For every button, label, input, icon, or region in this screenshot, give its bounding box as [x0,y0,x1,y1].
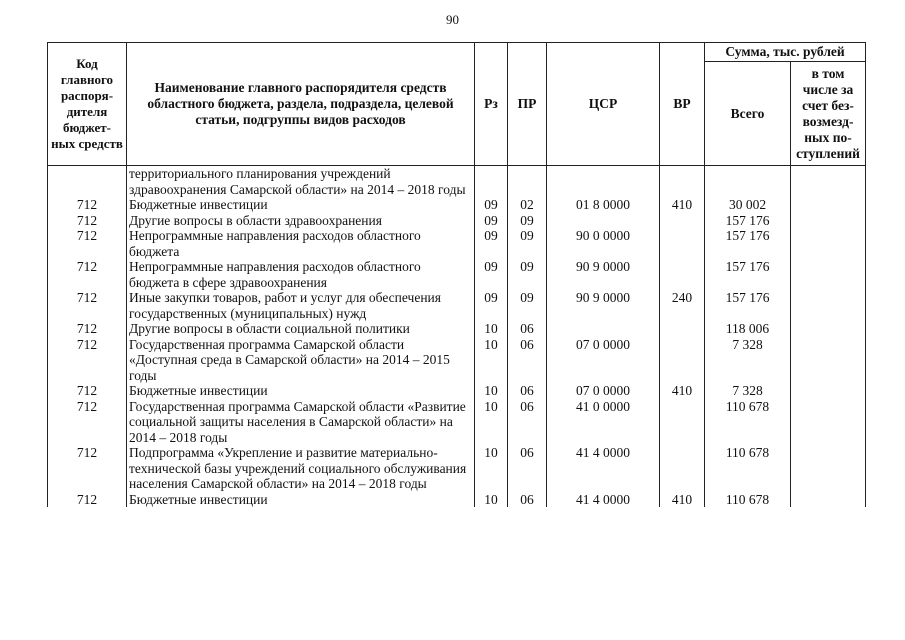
table-row [48,399,866,446]
cell-vr [660,259,705,290]
cell-vr [660,166,705,198]
table-row [48,259,866,290]
cell-name: Бюджетные инвестиции [127,383,475,399]
cell-code: 712 [48,228,127,259]
cell-rz: 09 [475,290,508,321]
cell-rz [475,166,508,198]
table-row [48,383,866,399]
cell-code: 712 [48,197,127,213]
cell-total: 157 176 [705,259,791,290]
cell-vr: 410 [660,383,705,399]
cell-pr: 06 [508,337,547,384]
table-row [48,492,866,508]
cell-csr: 07 0 0000 [547,337,660,384]
cell-including [791,321,866,337]
cell-csr [547,321,660,337]
budget-table [47,42,866,507]
cell-rz: 10 [475,492,508,508]
cell-code: 712 [48,492,127,508]
cell-pr: 09 [508,290,547,321]
cell-including [791,259,866,290]
cell-pr: 06 [508,445,547,492]
cell-including [791,197,866,213]
cell-name: Другие вопросы в области социальной политики [127,321,475,337]
cell-vr [660,337,705,384]
cell-rz: 10 [475,445,508,492]
cell-name: территориального планирования учреждений здравоохранения Самарской области» на 2014 – 2018 годы [127,166,475,198]
table-row [48,166,866,198]
cell-name: Непрограммные направления расходов областного бюджета [127,228,475,259]
cell-vr: 410 [660,492,705,508]
cell-pr [508,166,547,198]
cell-code: 712 [48,290,127,321]
cell-csr: 90 0 0000 [547,228,660,259]
cell-total [705,166,791,198]
cell-code: 712 [48,213,127,229]
cell-csr [547,213,660,229]
cell-including [791,213,866,229]
cell-including [791,166,866,198]
cell-pr: 02 [508,197,547,213]
cell-total: 118 006 [705,321,791,337]
cell-pr: 06 [508,321,547,337]
cell-csr: 01 8 0000 [547,197,660,213]
cell-rz: 10 [475,399,508,446]
cell-vr: 240 [660,290,705,321]
cell-name: Бюджетные инвестиции [127,197,475,213]
cell-code: 712 [48,445,127,492]
cell-total: 110 678 [705,399,791,446]
table-row [48,321,866,337]
table-row [48,213,866,229]
cell-rz: 10 [475,383,508,399]
cell-vr: 410 [660,197,705,213]
cell-including [791,399,866,446]
cell-vr [660,445,705,492]
header-csr: ЦСР [547,43,660,166]
table-body [48,166,866,508]
cell-rz: 09 [475,213,508,229]
cell-total: 7 328 [705,337,791,384]
cell-code [48,166,127,198]
cell-total: 157 176 [705,228,791,259]
cell-csr [547,166,660,198]
cell-total: 110 678 [705,445,791,492]
cell-code: 712 [48,259,127,290]
cell-csr: 41 4 0000 [547,445,660,492]
header-sum: Сумма, тыс. рублей [705,43,866,62]
cell-including [791,337,866,384]
header-name: Наименование главного распорядителя средств областного бюджета, раздела, подраздела, целевой статьи, подгруппы видов расходов [127,43,475,166]
cell-name: Государственная программа Самарской области «Развитие социальной защиты населения в Самарской области» на 2014 – 2018 годы [127,399,475,446]
cell-including [791,445,866,492]
cell-pr: 06 [508,492,547,508]
cell-total: 157 176 [705,213,791,229]
cell-vr [660,213,705,229]
cell-including [791,290,866,321]
cell-including [791,228,866,259]
table-row [48,290,866,321]
cell-csr: 41 0 0000 [547,399,660,446]
cell-code: 712 [48,321,127,337]
cell-code: 712 [48,337,127,384]
cell-vr [660,321,705,337]
cell-total: 157 176 [705,290,791,321]
cell-code: 712 [48,383,127,399]
cell-csr: 90 9 0000 [547,290,660,321]
cell-pr: 06 [508,383,547,399]
cell-name: Подпрограмма «Укрепление и развитие материально-технической базы учреждений социального обслуживания населения Самарской области» на 2014 – 2018 годы [127,445,475,492]
cell-pr: 09 [508,213,547,229]
cell-including [791,383,866,399]
cell-code: 712 [48,399,127,446]
cell-pr: 09 [508,228,547,259]
cell-name: Непрограммные направления расходов областного бюджета в сфере здравоохранения [127,259,475,290]
cell-rz: 09 [475,228,508,259]
table-row [48,445,866,492]
cell-csr: 90 9 0000 [547,259,660,290]
cell-vr [660,228,705,259]
header-code: Код главного распоря- дителя бюджет- ных средств [48,43,127,166]
page-number: 90 [446,12,459,27]
cell-name: Другие вопросы в области здравоохранения [127,213,475,229]
cell-vr [660,399,705,446]
cell-including [791,492,866,508]
header-vr: ВР [660,43,705,166]
cell-csr: 07 0 0000 [547,383,660,399]
cell-rz: 09 [475,197,508,213]
cell-pr: 06 [508,399,547,446]
cell-csr: 41 4 0000 [547,492,660,508]
table-row [48,337,866,384]
header-rz: Рз [475,43,508,166]
cell-pr: 09 [508,259,547,290]
cell-rz: 09 [475,259,508,290]
cell-total: 30 002 [705,197,791,213]
cell-name: Бюджетные инвестиции [127,492,475,508]
cell-name: Государственная программа Самарской области «Доступная среда в Самарской области» на 2014 – 2015 годы [127,337,475,384]
header-total: Всего [705,62,791,166]
cell-rz: 10 [475,321,508,337]
cell-name: Иные закупки товаров, работ и услуг для обеспечения государственных (муниципальных) нужд [127,290,475,321]
table-row [48,228,866,259]
table-row [48,197,866,213]
header-pr: ПР [508,43,547,166]
cell-total: 7 328 [705,383,791,399]
cell-rz: 10 [475,337,508,384]
header-including: в том числе за счет без- возмезд- ных по- ступлений [791,62,866,166]
cell-total: 110 678 [705,492,791,508]
